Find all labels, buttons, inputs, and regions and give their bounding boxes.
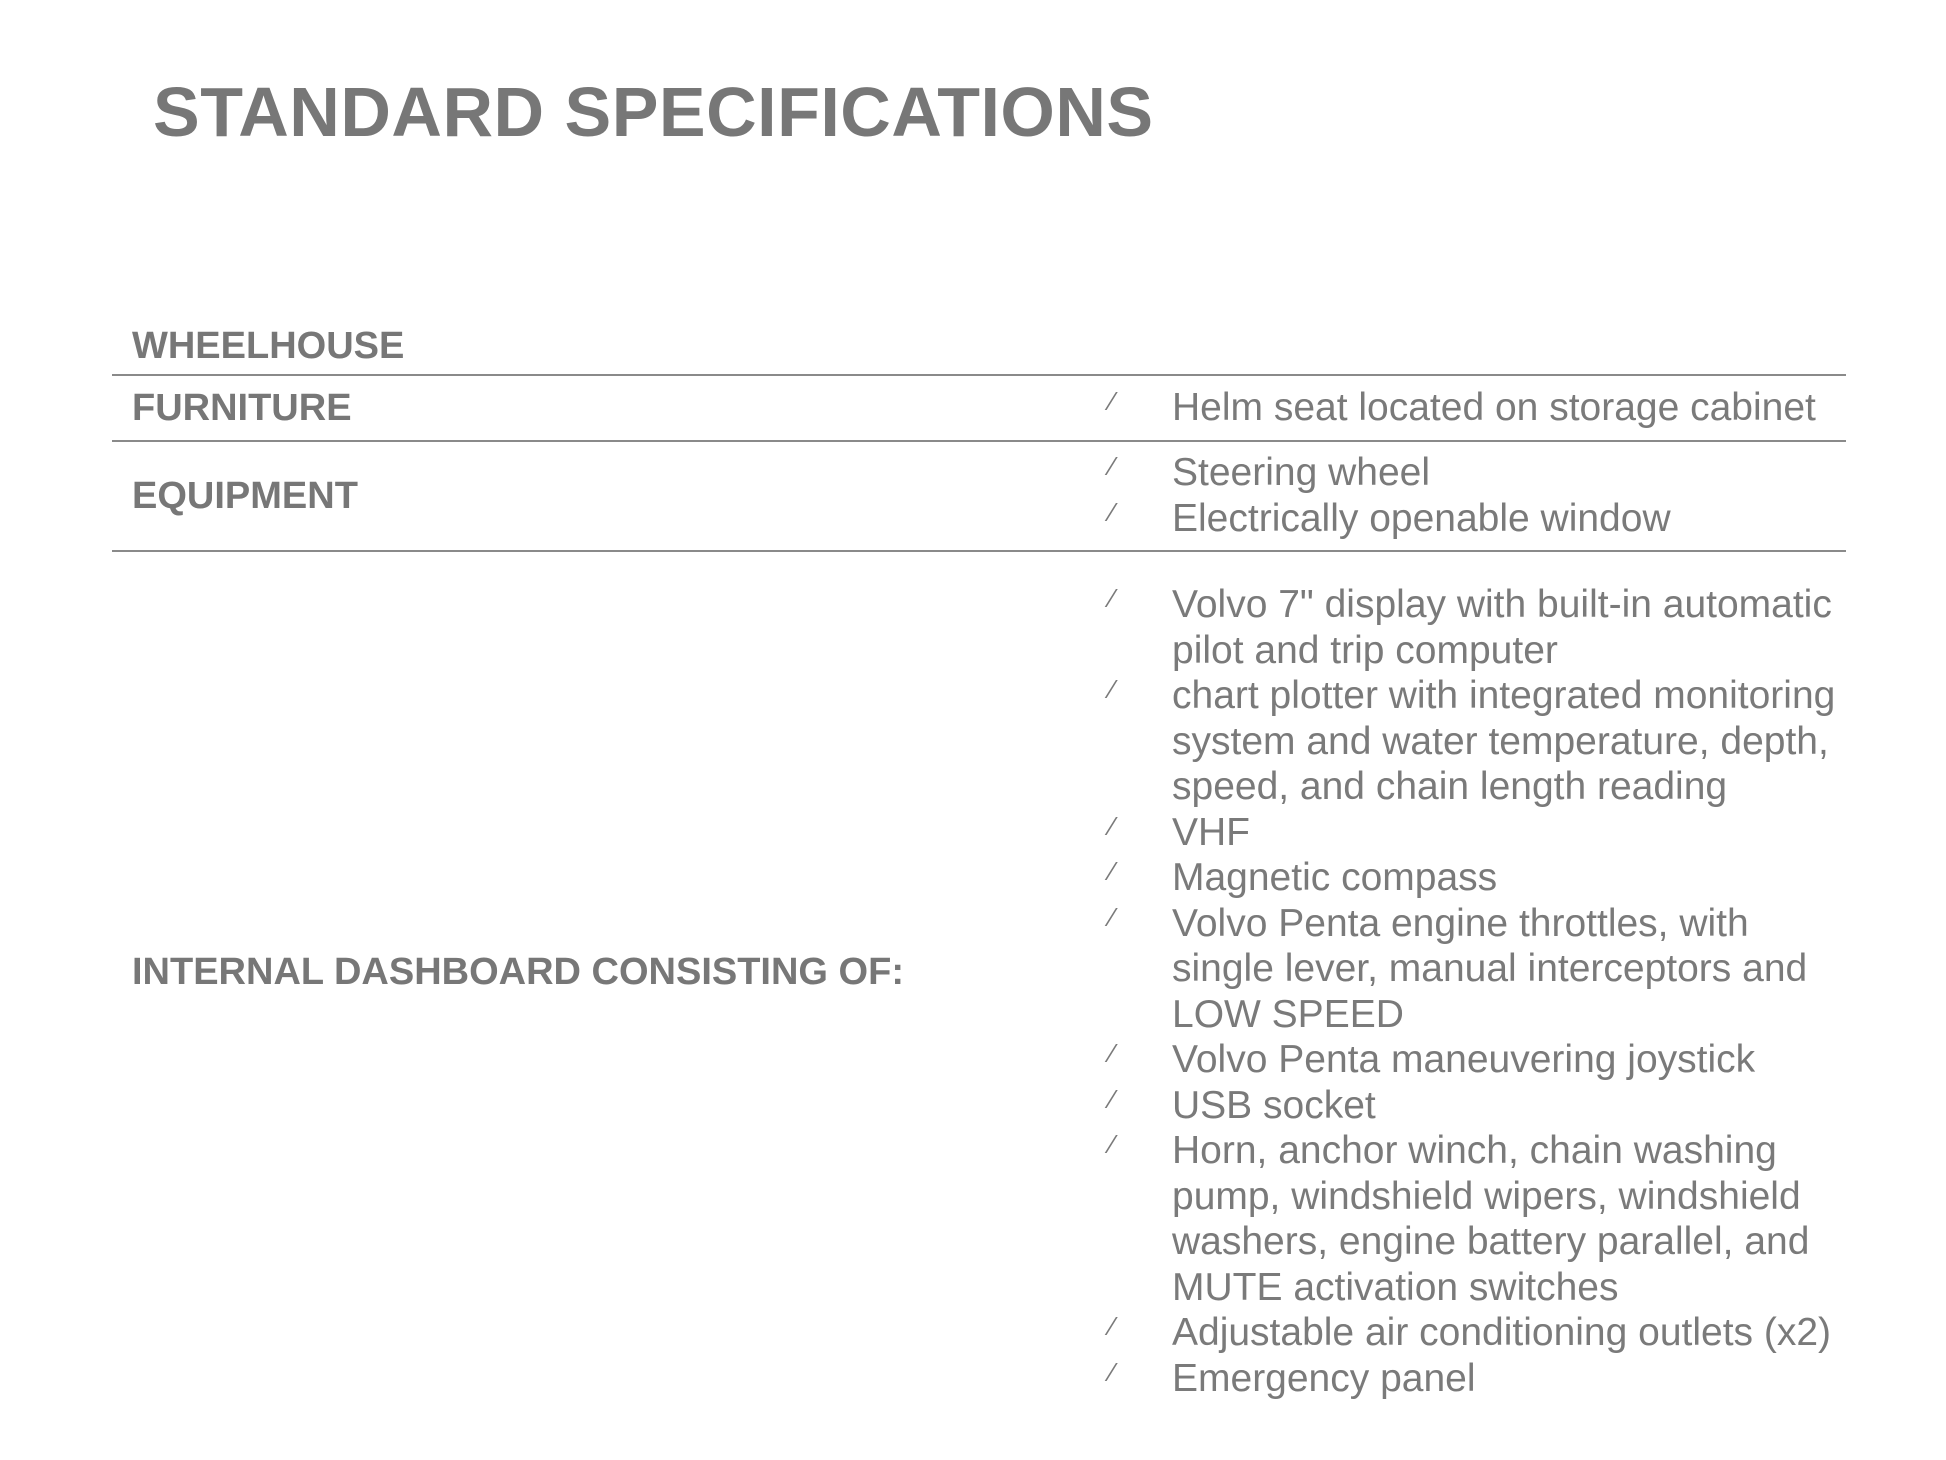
spec-item: [996, 1310, 1846, 1356]
spec-item: [996, 582, 1846, 673]
spec-item-text: Magnetic compass: [1172, 856, 1498, 899]
slash-bullet-icon: ⁄: [1110, 1356, 1115, 1387]
slash-bullet-icon: ⁄: [1110, 810, 1115, 841]
slash-bullet-icon: ⁄: [1110, 856, 1115, 886]
spec-item-list: [996, 582, 1846, 1401]
spec-item-text: Emergency panel: [1172, 1356, 1476, 1400]
spec-row-label: INTERNAL DASHBOARD CONSISTING OF:: [132, 950, 904, 993]
spec-item-text: Horn, anchor winch, chain washing pump, windshield wipers, windshield washers, engine battery parallel, and MUTE activation switches: [1172, 1129, 1810, 1309]
slash-bullet-icon: ⁄: [1110, 386, 1115, 416]
spec-item-text: Electrically openable window: [1172, 496, 1671, 540]
spec-item-text: Volvo Penta engine throttles, with single lever, manual interceptors and LOW SPEED: [1172, 901, 1808, 1036]
spec-item: [996, 1037, 1846, 1083]
spec-item-list: [996, 385, 1846, 431]
slash-bullet-icon: ⁄: [1110, 1311, 1115, 1341]
spec-row-internal-dashboard: [112, 552, 1846, 1400]
slash-bullet-icon: ⁄: [1110, 1129, 1115, 1159]
spec-item: [996, 855, 1846, 901]
spec-item-text: chart plotter with integrated monitoring system and water temperature, depth, speed, and chain length reading: [1172, 674, 1836, 808]
slash-bullet-icon: ⁄: [1110, 1083, 1115, 1114]
spec-item-text: Volvo Penta maneuvering joystick: [1172, 1038, 1756, 1081]
spec-item-text: VHF: [1172, 810, 1250, 854]
spec-item-text: Steering wheel: [1172, 451, 1430, 494]
slash-bullet-icon: ⁄: [1110, 1038, 1115, 1068]
spec-row-label: FURNITURE: [132, 386, 352, 429]
spec-item: [996, 810, 1846, 856]
spec-item: [996, 673, 1846, 810]
spec-item-text: Helm seat located on storage cabinet: [1172, 386, 1816, 429]
slash-bullet-icon: ⁄: [1110, 451, 1115, 481]
spec-item: [996, 901, 1846, 1038]
spec-item-list: [996, 450, 1846, 541]
spec-item: [996, 450, 1846, 496]
spec-item-text: Adjustable air conditioning outlets (x2): [1172, 1311, 1832, 1354]
spec-row-furniture: [112, 376, 1846, 440]
spec-item: [996, 496, 1846, 542]
slash-bullet-icon: ⁄: [1110, 583, 1115, 613]
spec-row-equipment: [112, 442, 1846, 550]
spec-item: [996, 385, 1846, 431]
slash-bullet-icon: ⁄: [1110, 674, 1115, 704]
spec-item-text: Volvo 7" display with built-in automatic pilot and trip computer: [1172, 583, 1832, 672]
spec-item: [996, 1356, 1846, 1402]
spec-item: [996, 1083, 1846, 1129]
spec-row-label: EQUIPMENT: [132, 474, 358, 517]
spec-item: [996, 1128, 1846, 1310]
slash-bullet-icon: ⁄: [1110, 496, 1115, 527]
slash-bullet-icon: ⁄: [1110, 901, 1115, 932]
section-title-wheelhouse: WHEELHOUSE: [132, 324, 405, 367]
spec-item-text: USB socket: [1172, 1083, 1376, 1127]
page-title: STANDARD SPECIFICATIONS: [153, 73, 1154, 151]
